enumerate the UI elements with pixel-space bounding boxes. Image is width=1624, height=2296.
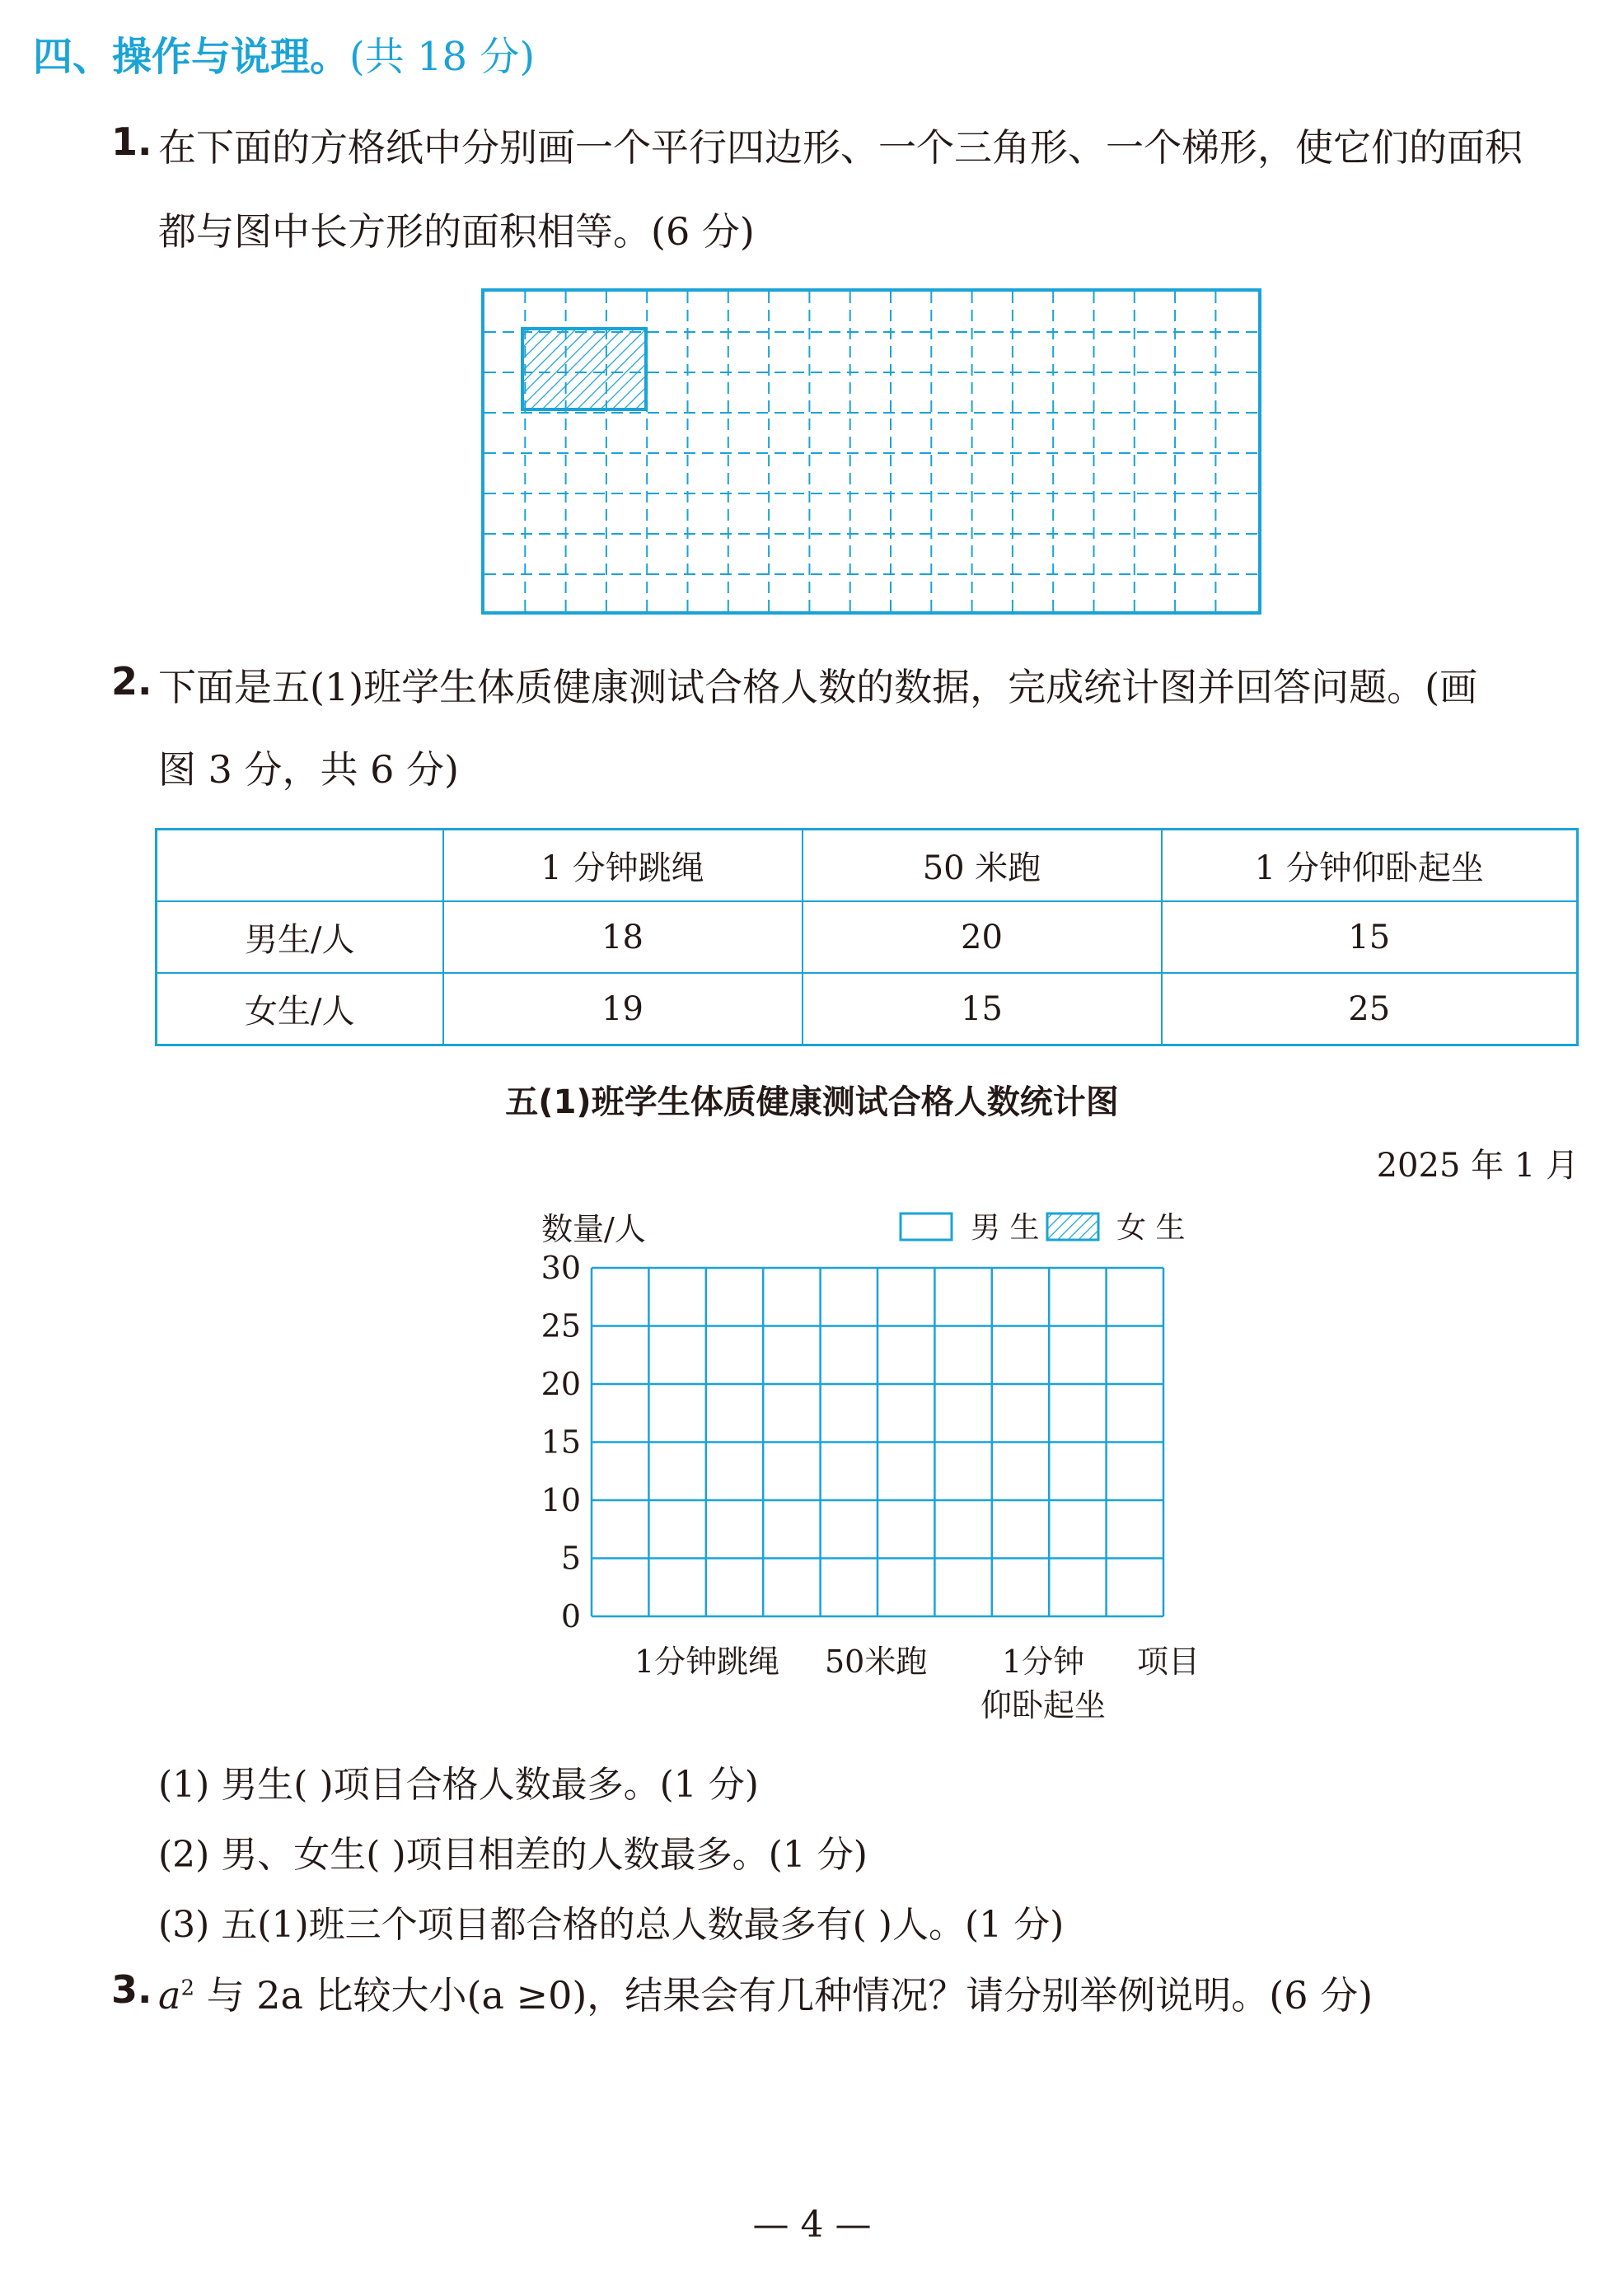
chart-y-label: 数量/人 <box>541 1211 646 1247</box>
chart-y-tick-label: 10 <box>541 1482 581 1518</box>
table-row-label: 男生/人 <box>157 901 443 973</box>
q3-text-rest: 与 2a 比较大小(a ≥0)，结果会有几种情况？请分别举例说明。(6 分) <box>194 1973 1374 2018</box>
q2-line1: 下面是五(1)班学生体质健康测试合格人数的数据，完成统计图并回答问题。(画 <box>158 665 1478 709</box>
q1-reference-rectangle <box>522 329 646 409</box>
section-title-text: 四、操作与说理。 <box>33 34 350 80</box>
table-row <box>157 973 1578 1045</box>
chart-grid <box>592 1268 1163 1616</box>
q3-variable: a <box>158 1973 181 2018</box>
q1-number: 1. <box>111 119 152 164</box>
table-cell: 18 <box>443 901 803 973</box>
q1-line1: 在下面的方格纸中分别画一个平行四边形、一个三角形、一个梯形，使它们的面积 <box>158 125 1523 170</box>
chart-x-tick-label: 50米跑 <box>825 1644 928 1680</box>
q2-line2: 图 3 分，共 6 分) <box>158 747 459 792</box>
chart-y-tick-label: 30 <box>541 1250 581 1286</box>
legend-swatch-boys <box>901 1213 952 1240</box>
chart-x-tick-label: 1分钟跳绳 <box>634 1644 780 1680</box>
section-points: (共 18 分) <box>349 34 536 80</box>
table-header-cell: 1 分钟跳绳 <box>443 830 803 902</box>
legend-swatch-girls <box>1047 1213 1098 1240</box>
table-header-row <box>157 830 1578 902</box>
q1-grid-paper <box>481 288 1261 615</box>
chart-x-labels <box>634 1644 1200 1723</box>
chart-y-tick-label: 20 <box>541 1366 581 1402</box>
table-row-label: 女生/人 <box>157 973 443 1045</box>
table-cell: 20 <box>803 901 1162 973</box>
chart-legend <box>901 1211 1185 1245</box>
chart-y-tick-label: 25 <box>541 1307 581 1344</box>
legend-label-girls: 女 生 <box>1116 1211 1186 1245</box>
q3-text <box>158 1966 1373 2020</box>
table-header-cell <box>157 830 443 902</box>
page-number: — 4 — <box>752 2204 872 2246</box>
table-header-cell: 1 分钟仰卧起坐 <box>1162 830 1578 902</box>
q3-exponent: 2 <box>180 1976 194 2001</box>
subquestion-1: (1) 男生( )项目合格人数最多。(1 分) <box>158 1764 759 1806</box>
subquestion-2: (2) 男、女生( )项目相差的人数最多。(1 分) <box>158 1834 868 1876</box>
q2-number: 2. <box>111 659 152 704</box>
table-cell: 15 <box>1162 901 1578 973</box>
table-cell: 15 <box>803 973 1162 1045</box>
q1-grid-svg <box>484 292 1258 611</box>
legend-label-boys: 男 生 <box>971 1211 1040 1245</box>
subquestion-3: (3) 五(1)班三个项目都合格的总人数最多有( )人。(1 分) <box>158 1904 1065 1946</box>
chart-y-tick-label: 5 <box>560 1540 581 1577</box>
chart-y-tick-label: 0 <box>560 1598 581 1634</box>
chart-date: 2025 年 1 月 <box>1376 1147 1579 1185</box>
table-header-cell: 50 米跑 <box>803 830 1162 902</box>
table-cell: 25 <box>1162 973 1578 1045</box>
data-table <box>155 828 1579 1046</box>
table-cell: 19 <box>443 973 803 1045</box>
table-row <box>157 901 1578 973</box>
chart-x-tick-label: 1分钟 <box>1002 1644 1085 1680</box>
section-title <box>33 25 535 82</box>
q1-line2: 都与图中长方形的面积相等。(6 分) <box>158 209 755 254</box>
chart-y-ticks <box>541 1250 581 1634</box>
chart-title: 五(1)班学生体质健康测试合格人数统计图 <box>505 1083 1119 1121</box>
chart-x-axis-label: 项目 <box>1137 1644 1200 1680</box>
chart-x-tick-label: 仰卧起坐 <box>980 1687 1107 1723</box>
q3-number: 3. <box>111 1967 152 2012</box>
chart-y-tick-label: 15 <box>541 1424 581 1461</box>
